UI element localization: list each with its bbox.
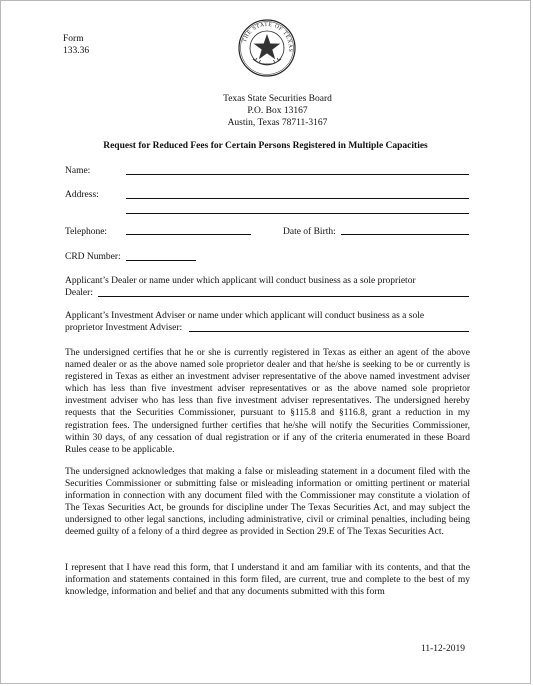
agency-address: [1, 93, 530, 129]
name-field[interactable]: [126, 174, 469, 175]
agency-box: P.O. Box 13167: [247, 106, 308, 116]
adviser-label: proprietor Investment Adviser:: [65, 323, 183, 333]
name-label: Name:: [65, 166, 91, 176]
revision-date: 11-12-2019: [421, 644, 465, 654]
dob-field[interactable]: [341, 234, 469, 235]
dealer-field[interactable]: [98, 296, 469, 297]
crd-label: CRD Number:: [65, 252, 121, 262]
dealer-label: Dealer:: [65, 288, 93, 298]
adviser-field[interactable]: [189, 331, 469, 332]
address-field-line1[interactable]: [126, 198, 469, 199]
dob-label: Date of Birth:: [283, 227, 336, 237]
form-number: 133.36: [63, 46, 90, 56]
telephone-label: Telephone:: [65, 227, 108, 237]
agency-city: Austin, Texas 78711-3167: [227, 118, 328, 128]
seal-text: THE STATE OF TEXAS: [241, 21, 294, 53]
state-seal-icon: [238, 19, 296, 77]
crd-field[interactable]: [126, 260, 196, 261]
telephone-field[interactable]: [126, 234, 251, 235]
agency-name: Texas State Securities Board: [223, 94, 332, 104]
certification-paragraph: The undersigned certifies that he or she is currently registered in Texas as either an agent of the above named dealer or as the above named sole proprietor dealer and that he/she is seeking to be or currently is registered in Texas as either an investment adviser representative of the above named investment adviser which has less than five investment adviser representatives or as the above named sole proprietor investment adviser who has less than five investment adviser representatives. The undersigned hereby requests that the Securities Commissioner, pursuant to §115.8 and §116.8, grant a reduction in my registration fees. The undersigned further certifies that he/she will notify the Securities Commissioner, within 30 days, of any cessation of dual registration or if any of the criteria enumerated in these Board Rules cease to be applicable.: [65, 348, 470, 455]
adviser-description: Applicant’s Investment Adviser or name under which applicant will conduct business as a sole: [65, 311, 425, 321]
form-label: Form: [63, 34, 84, 44]
address-field-line2[interactable]: [126, 213, 469, 214]
acknowledgement-paragraph: The undersigned acknowledges that making a false or misleading statement in a document filed with the Securities Commissioner or submitting false or misleading information or omitting pertinent or material information in connection with any document filed with the Commissioner may constitute a violation of The Texas Securities Act, be grounds for discipline under The Texas Securities Act, and may subject the undersigned to other legal sanctions, including administrative, civil or criminal penalties, including being deemed guilty of a felony of a third degree as provided in Section 29.E of The Texas Securities Act.: [65, 467, 470, 538]
representation-paragraph: I represent that I have read this form, that I understand it and am familiar with its contents, and that the information and statements contained in this form filed, are current, true and complete to the best of my knowledge, information and belief and that any documents submitted with this form: [65, 563, 470, 598]
form-identifier: [63, 33, 89, 57]
address-label: Address:: [65, 190, 99, 200]
form-title: Request for Reduced Fees for Certain Persons Registered in Multiple Capacities: [103, 141, 428, 151]
dealer-description: Applicant’s Dealer or name under which applicant will conduct business as a sole proprietor: [65, 276, 416, 286]
